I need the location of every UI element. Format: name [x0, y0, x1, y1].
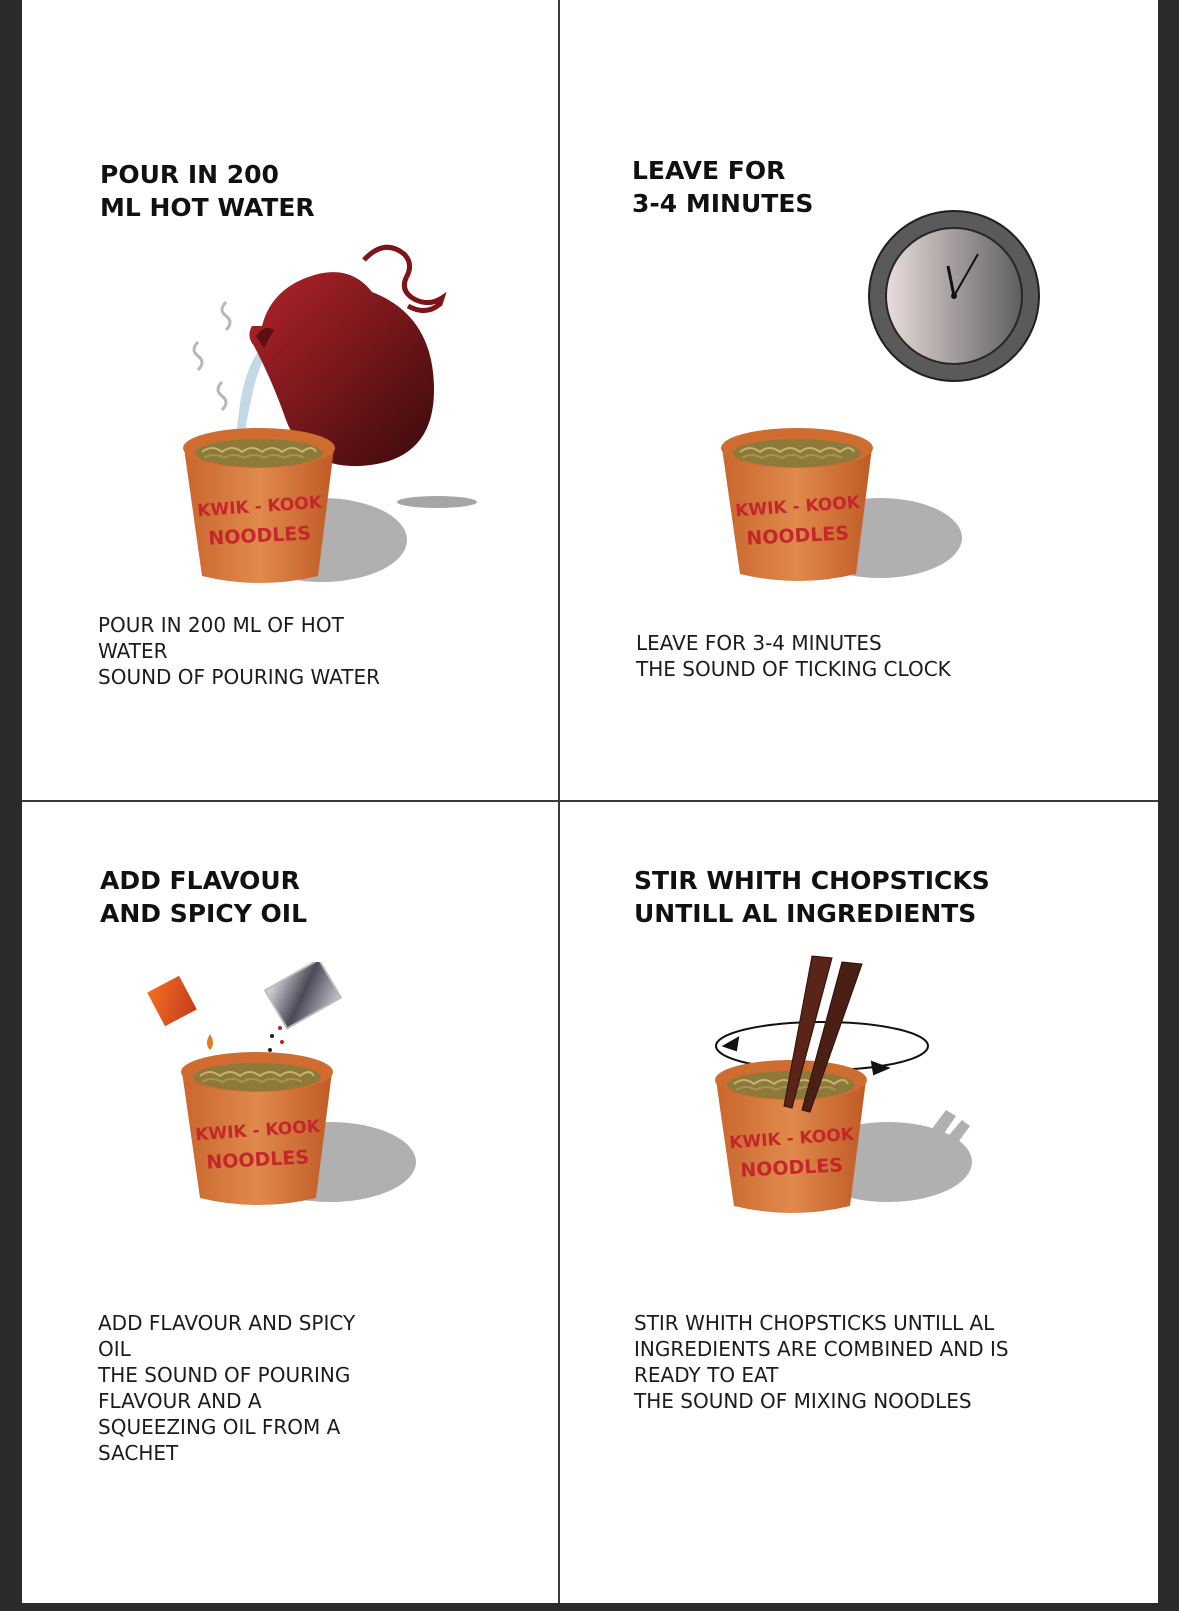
cup-label-brand: KWIK - KOOK: [194, 1116, 321, 1146]
step-title: LEAVE FOR 3-4 MINUTES: [632, 156, 814, 218]
caption-line: ADD FLAVOUR AND SPICY: [98, 1311, 356, 1335]
noodle-cup-icon: [181, 1052, 333, 1205]
step-caption: [98, 1310, 498, 1466]
instruction-sheet: [22, 0, 1158, 1603]
stir-illustration: [710, 952, 1000, 1242]
step-panel-wait: [560, 0, 1158, 800]
caption-line: POUR IN 200 ML OF HOT: [98, 613, 344, 637]
caption-line: SACHET: [98, 1441, 179, 1465]
jug-shadow: [397, 496, 477, 508]
caption-line: LEAVE FOR 3-4 MINUTES: [636, 631, 882, 655]
step-title: STIR WHITH CHOPSTICKS UNTILL AL INGREDIENTS: [634, 866, 990, 928]
step-title: POUR IN 200 ML HOT WATER: [100, 160, 315, 222]
caption-line: SQUEEZING OIL FROM A: [98, 1415, 341, 1439]
add-flavour-illustration: [132, 962, 452, 1232]
noodle-cup-icon: [721, 428, 873, 581]
cup-label-brand: KWIK - KOOK: [734, 492, 861, 522]
flavour-sachet-icon: [265, 962, 341, 1068]
caption-line: WATER: [98, 639, 168, 663]
step-panel-pour-water: [22, 0, 558, 800]
cup-label-product: NOODLES: [745, 522, 850, 550]
caption-line: SOUND OF POURING WATER: [98, 665, 381, 689]
clock-icon: [866, 208, 1042, 384]
caption-line: INGREDIENTS ARE COMBINED AND IS: [634, 1337, 1009, 1361]
steam-icon: [194, 302, 230, 410]
noodle-cup-illustration: [720, 420, 980, 610]
cup-label-product: NOODLES: [739, 1154, 844, 1182]
caption-line: THE SOUND OF POURING: [98, 1363, 351, 1387]
caption-line: READY TO EAT: [634, 1363, 779, 1387]
step-caption: [636, 630, 1116, 682]
caption-line: OIL: [98, 1337, 131, 1361]
caption-line: FLAVOUR AND A: [98, 1389, 262, 1413]
step-caption: [98, 612, 478, 690]
caption-line: THE SOUND OF MIXING NOODLES: [634, 1389, 972, 1413]
noodle-cup-icon: [183, 428, 335, 583]
step-panel-add-flavour: [22, 802, 558, 1603]
step-caption: [634, 1310, 1134, 1414]
cup-label-product: NOODLES: [207, 522, 312, 550]
step-title: ADD FLAVOUR AND SPICY OIL: [100, 866, 307, 928]
pour-water-illustration: [122, 240, 502, 610]
cup-label-brand: KWIK - KOOK: [196, 492, 323, 522]
caption-line: STIR WHITH CHOPSTICKS UNTILL AL: [634, 1311, 995, 1335]
cup-label-product: NOODLES: [205, 1146, 310, 1174]
step-panel-stir: [560, 802, 1158, 1603]
cup-label-brand: KWIK - KOOK: [728, 1124, 855, 1154]
caption-line: THE SOUND OF TICKING CLOCK: [636, 657, 951, 681]
